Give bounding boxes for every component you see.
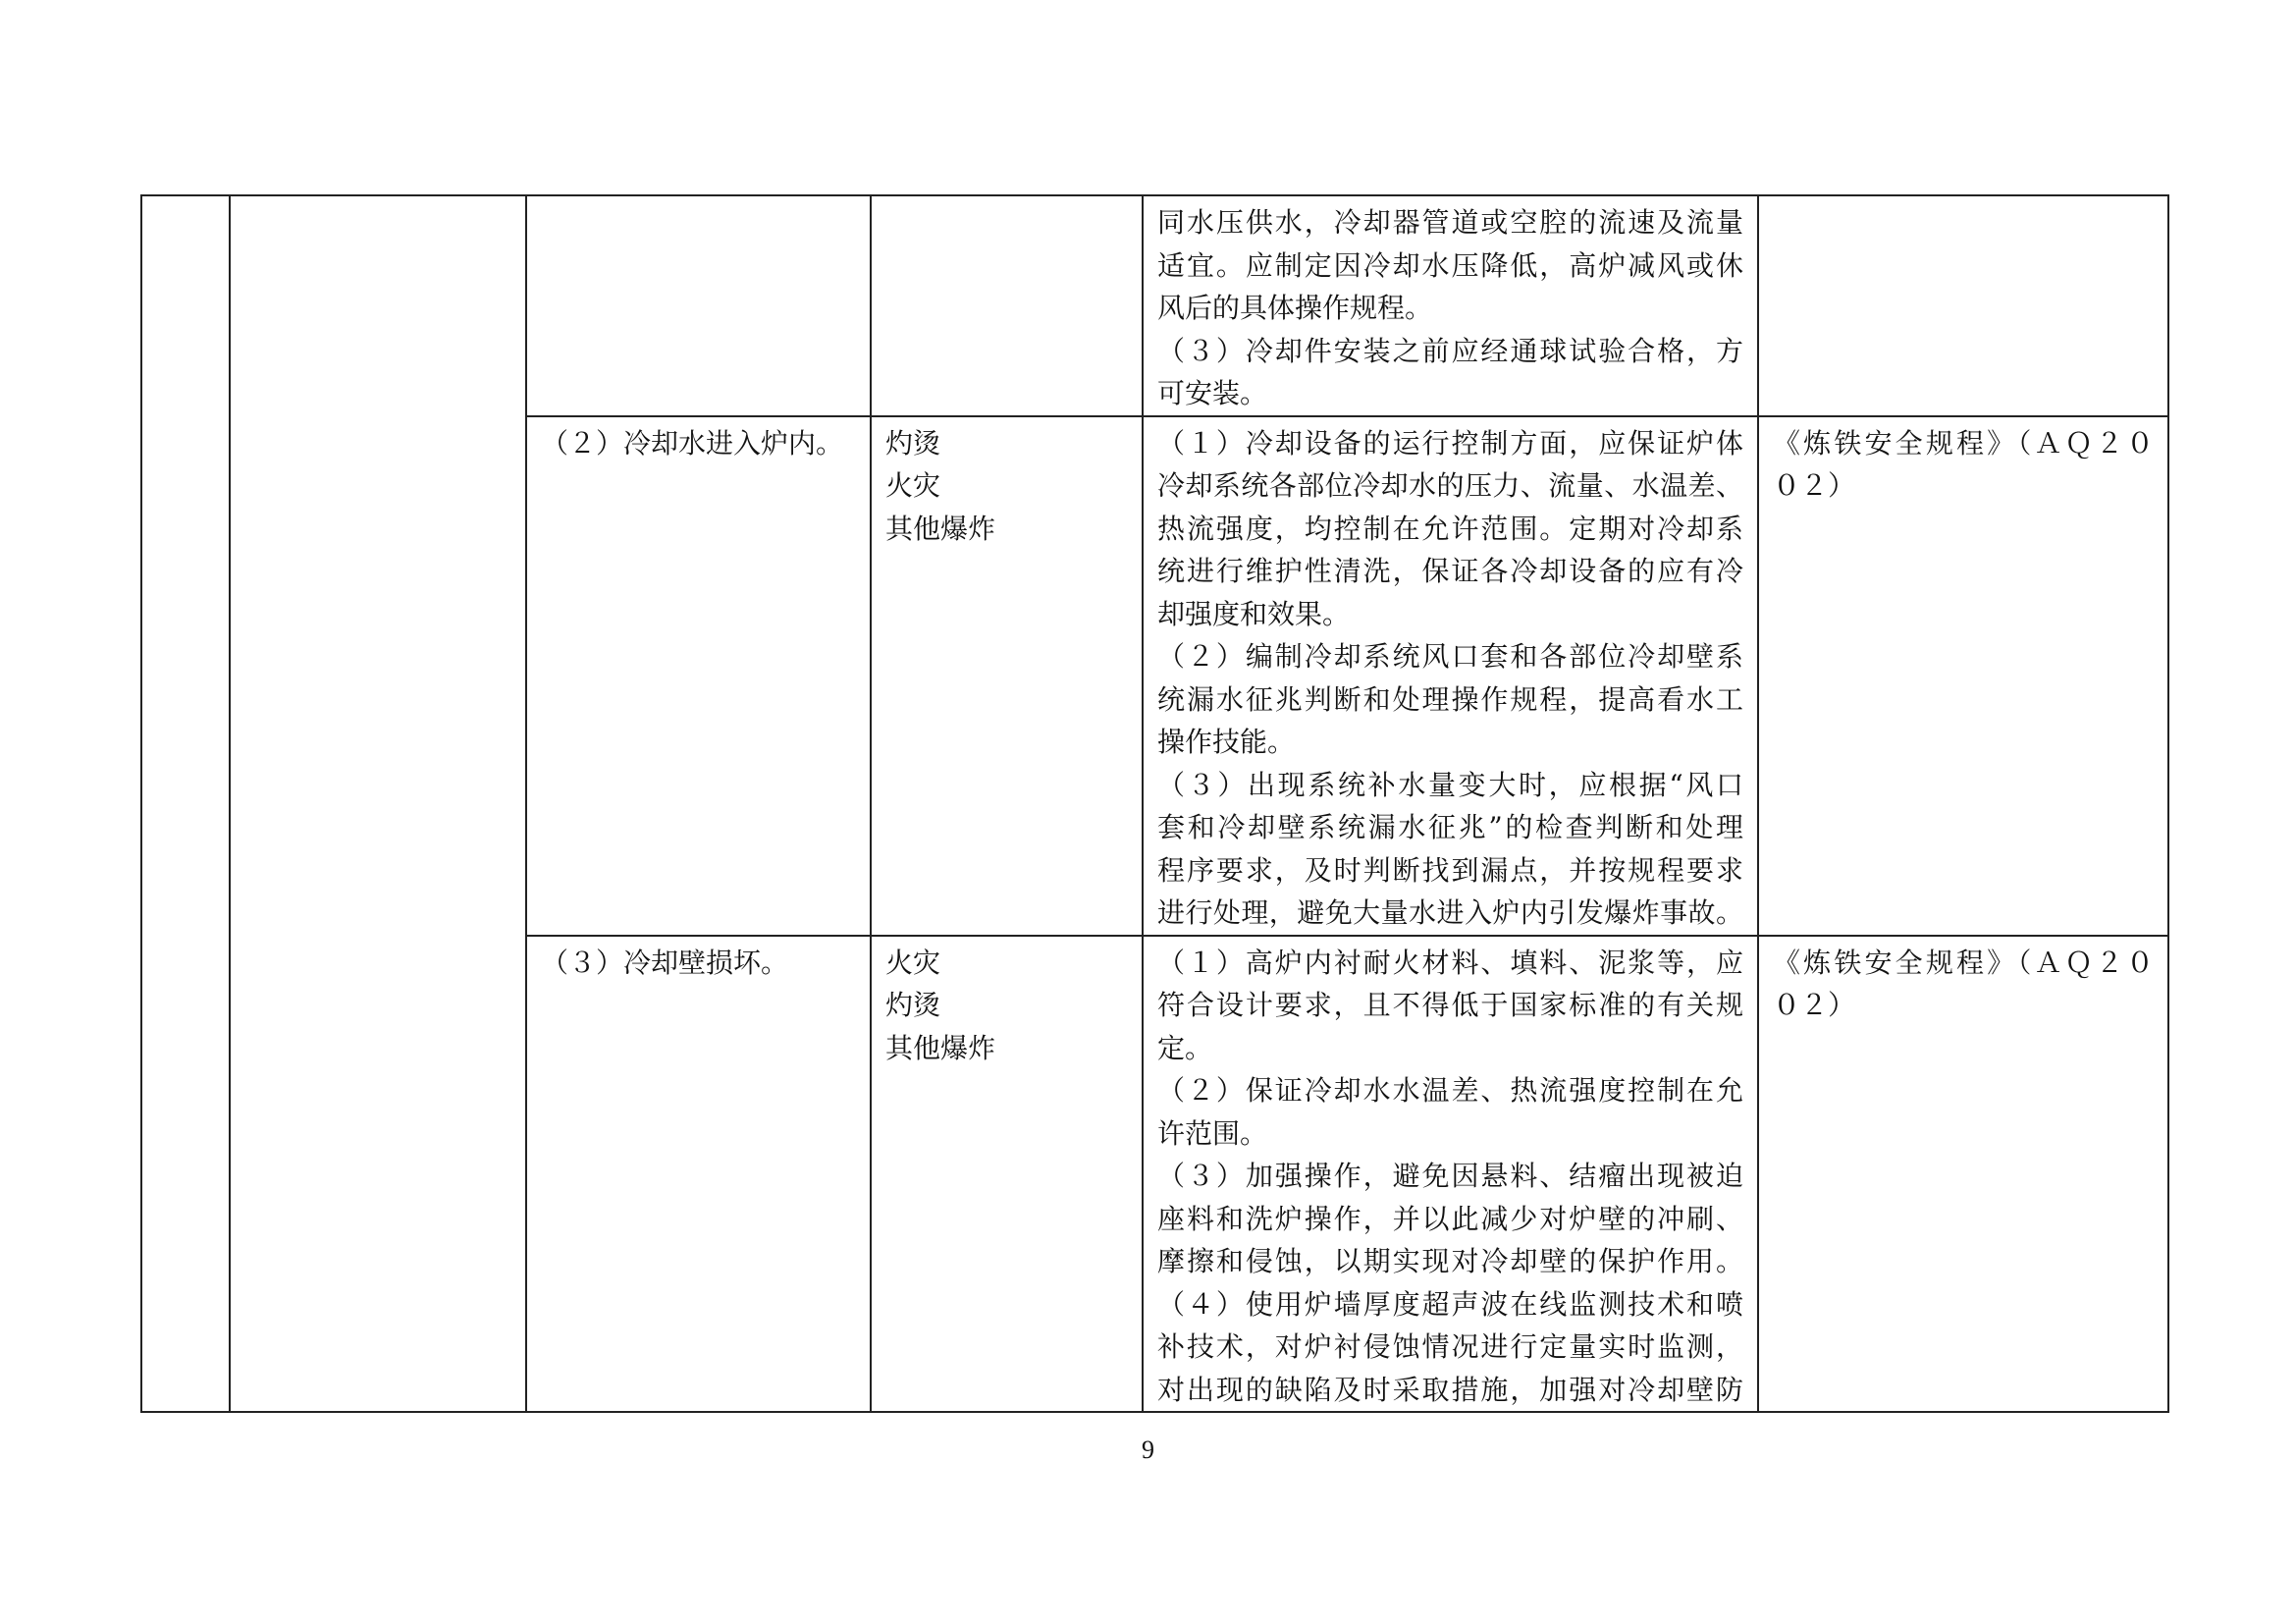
measure-line: 同水压供水，冷却器管道或空腔的流速及流量 bbox=[1157, 206, 1743, 239]
basis-text: ０２） bbox=[1773, 469, 1856, 502]
measures-cell bbox=[1143, 936, 1758, 1413]
hazard-cell bbox=[526, 195, 871, 416]
accident-type-cell bbox=[871, 195, 1143, 416]
measure-line: 套和冷却壁系统漏水征兆”的检查判断和处理 bbox=[1157, 811, 1743, 843]
hazard-text: （３）冷却壁损坏。 bbox=[541, 946, 789, 979]
measure-line: 摩擦和侵蚀，以期实现对冷却壁的保护作用。 bbox=[1157, 1245, 1743, 1277]
basis-cell bbox=[1758, 936, 2168, 1413]
accident-type: 灼烫 bbox=[885, 426, 941, 460]
measure-line: （１）高炉内衬耐火材料、填料、泥浆等，应 bbox=[1157, 946, 1743, 979]
measure-line: 补技术，对炉衬侵蚀情况进行定量实时监测， bbox=[1157, 1330, 1743, 1363]
accident-type: 其他爆炸 bbox=[885, 512, 996, 545]
index-cell bbox=[141, 195, 230, 1412]
basis-cell bbox=[1758, 195, 2168, 416]
accident-type-cell bbox=[871, 416, 1143, 936]
accident-type: 火灾 bbox=[885, 469, 941, 502]
measure-line: （４）使用炉墙厚度超声波在线监测技术和喷 bbox=[1157, 1287, 1743, 1321]
hazard-cell bbox=[526, 416, 871, 936]
measure-line: 适宜。应制定因冷却水压降低，高炉减风或休 bbox=[1157, 248, 1743, 282]
measure-line: 统进行维护性清洗，保证各冷却设备的应有冷 bbox=[1157, 555, 1743, 587]
measure-line: （１）冷却设备的运行控制方面，应保证炉体 bbox=[1157, 426, 1743, 460]
measure-line: 座料和洗炉操作，并以此减少对炉壁的冲刷、 bbox=[1157, 1202, 1743, 1235]
measure-line: （２）编制冷却系统风口套和各部位冷却壁系 bbox=[1157, 640, 1743, 673]
measure-line: （３）加强操作，避免因悬料、结瘤出现被迫 bbox=[1157, 1160, 1743, 1192]
measures-cell bbox=[1143, 195, 1758, 416]
hazard-text: （２）冷却水进入炉内。 bbox=[541, 426, 844, 460]
measure-line: 进行处理，避免大量水进入炉内引发爆炸事故。 bbox=[1157, 896, 1743, 929]
accident-type: 其他爆炸 bbox=[885, 1031, 996, 1064]
measure-line: 定。 bbox=[1157, 1031, 1213, 1064]
table-row bbox=[141, 195, 2168, 416]
hazard-measures-table bbox=[140, 194, 2169, 1413]
basis-text: 《炼铁安全规程》（ＡＱ２０ bbox=[1773, 426, 2154, 460]
measure-line: 许范围。 bbox=[1157, 1116, 1268, 1150]
measure-line: 却强度和效果。 bbox=[1157, 597, 1351, 630]
measure-line: 统漏水征兆判断和处理操作规程，提高看水工 bbox=[1157, 682, 1743, 716]
accident-type: 火灾 bbox=[885, 946, 941, 979]
measure-line: 冷却系统各部位冷却水的压力、流量、水温差、 bbox=[1157, 469, 1743, 502]
basis-text: ０２） bbox=[1773, 989, 1856, 1021]
accident-type: 灼烫 bbox=[885, 989, 941, 1021]
basis-cell bbox=[1758, 416, 2168, 936]
measure-line: 风后的具体操作规程。 bbox=[1157, 292, 1433, 324]
page-number: 9 bbox=[1142, 1435, 1154, 1464]
hazard-cell bbox=[526, 936, 871, 1413]
measure-line: 程序要求，及时判断找到漏点，并按规程要求 bbox=[1157, 853, 1743, 887]
measure-line: 符合设计要求，且不得低于国家标准的有关规 bbox=[1157, 989, 1743, 1021]
measure-line: 热流强度，均控制在允许范围。定期对冷却系 bbox=[1157, 512, 1743, 545]
measures-cell bbox=[1143, 416, 1758, 936]
measure-line: 可安装。 bbox=[1157, 377, 1268, 409]
measure-line: 对出现的缺陷及时采取措施，加强对冷却壁防 bbox=[1157, 1373, 1743, 1406]
measure-line: 操作技能。 bbox=[1157, 726, 1296, 758]
unit-cell bbox=[230, 195, 526, 1412]
accident-type-cell bbox=[871, 936, 1143, 1413]
measure-line: （２）保证冷却水水温差、热流强度控制在允 bbox=[1157, 1074, 1743, 1107]
measure-line: （３）出现系统补水量变大时，应根据“风口 bbox=[1157, 768, 1743, 801]
basis-text: 《炼铁安全规程》（ＡＱ２０ bbox=[1773, 946, 2154, 979]
measure-line: （３）冷却件安装之前应经通球试验合格，方 bbox=[1157, 334, 1743, 367]
